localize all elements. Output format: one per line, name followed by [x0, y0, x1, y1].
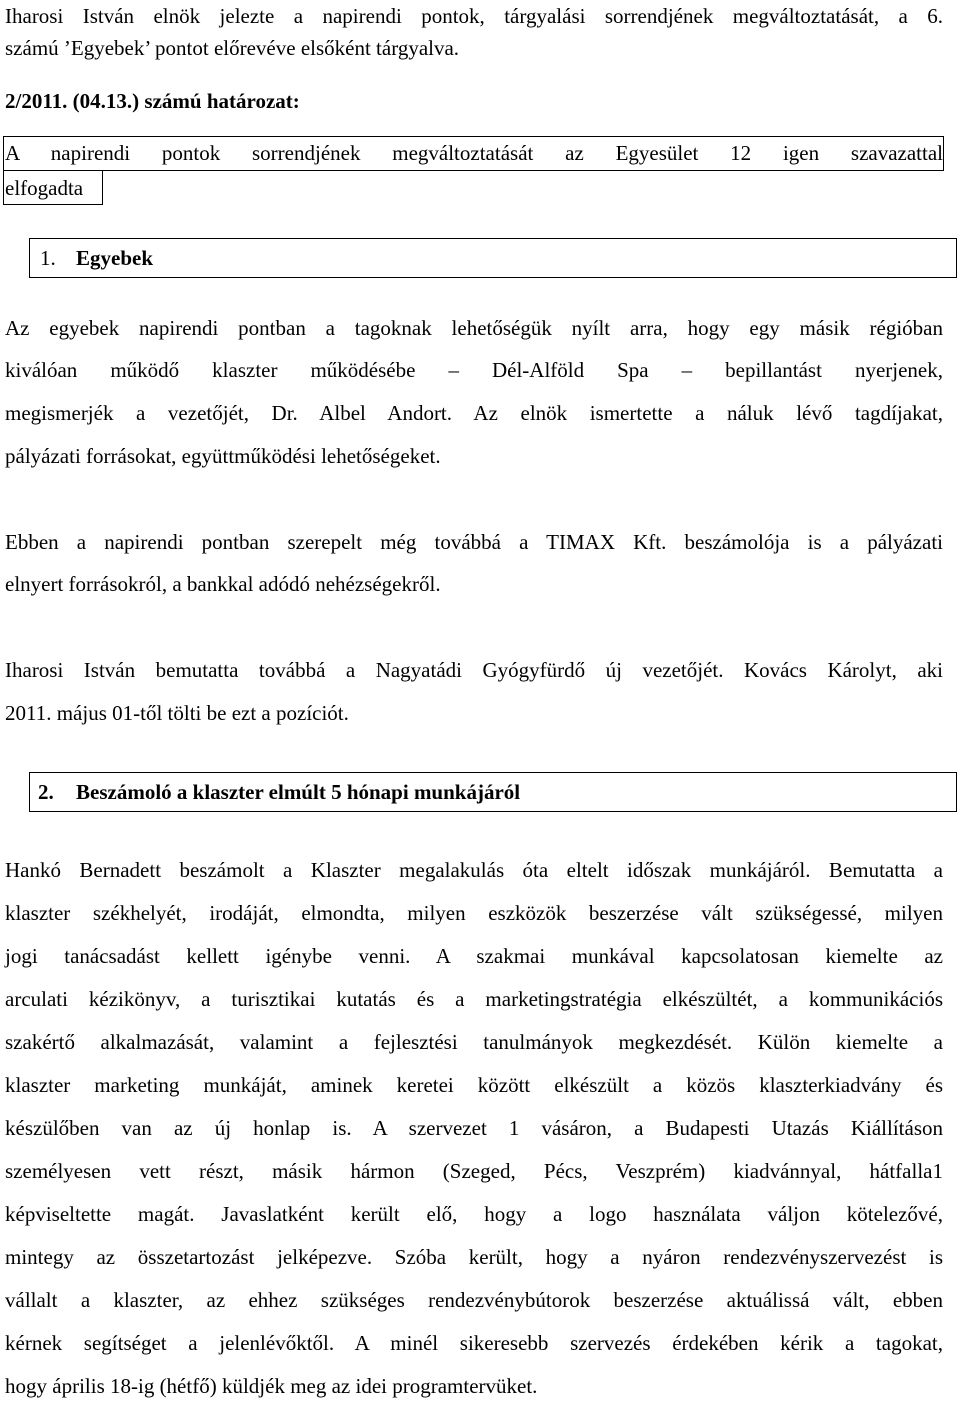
section2-p1-line-12: kérnek segítséget a jelenlévőktől. A minél sikeresebb szervezés érdekében kérik a tagokat,: [5, 1331, 943, 1355]
section2-p1-line-6: klaszter marketing munkáját, aminek keretei között elkészült a közös klaszterkiadvány és: [5, 1073, 943, 1097]
section1-p2-line-1: Ebben a napirendi pontban szerepelt még továbbá a TIMAX Kft. beszámolója is a pályázati: [5, 530, 943, 554]
section2-number: 2.: [38, 780, 54, 804]
section2-p1-line-3: jogi tanácsadást kellett igénybe venni. A szakmai munkával kapcsolatosan kiemelte az: [5, 944, 943, 968]
intro-line-2: számú ’Egyebek’ pontot előrevéve elsőként tárgyalva.: [5, 36, 460, 60]
section2-p1-line-13: hogy április 18-ig (hétfő) küldjék meg az idei programtervüket.: [5, 1374, 538, 1398]
section2-p1-line-7: készülőben van az új honlap is. A szervezet 1 vásáron, a Budapesti Utazás Kiállításon: [5, 1116, 943, 1140]
section2-p1-line-10: mintegy az összetartozást jelképezve. Szóba került, hogy a nyáron rendezvényszervezést is: [5, 1245, 943, 1269]
section2-p1-line-5: szakértő alkalmazását, valamint a fejlesztési tanulmányok megkezdését. Külön kiemelte a: [5, 1030, 943, 1054]
section1-p2-line-2: elnyert forrásokról, a bankkal adódó nehézségekről.: [5, 572, 441, 596]
section1-p3-line-1: Iharosi István bemutatta továbbá a Nagyatádi Gyógyfürdő új vezetőjét. Kovács Károlyt, aki: [5, 658, 943, 682]
section1-p1-line-3: megismerjék a vezetőjét, Dr. Albel Andort. Az elnök ismertette a náluk lévő tagdíjakat,: [5, 401, 943, 425]
section1-heading-box: [29, 238, 957, 278]
section2-title: Beszámoló a klaszter elmúlt 5 hónapi munkájáról: [76, 780, 521, 804]
section1-number: 1.: [40, 246, 56, 270]
intro-line-1: Iharosi István elnök jelezte a napirendi pontok, tárgyalási sorrendjének megváltoztatását, a 6.: [5, 4, 943, 28]
section1-p3-line-2: 2011. május 01-től tölti be ezt a pozíciót.: [5, 701, 349, 725]
section2-p1-line-4: arculati kézikönyv, a turisztikai kutatás és a marketingstratégia elkészültét, a kommunikációs: [5, 987, 943, 1011]
resolution-number: 2/2011. (04.13.) számú határozat:: [5, 89, 300, 113]
section1-p1-line-2: kiválóan működő klaszter működésébe – Dél-Alföld Spa – bepillantást nyerjenek,: [5, 358, 943, 382]
section1-p1-line-1: Az egyebek napirendi pontban a tagoknak lehetőségük nyílt arra, hogy egy másik régióban: [5, 316, 943, 340]
section2-p1-line-2: klaszter székhelyét, irodáját, elmondta, milyen eszközök beszerzése vált szükségessé, milyen: [5, 901, 943, 925]
section1-p1-line-4: pályázati forrásokat, együttműködési lehetőségeket.: [5, 444, 441, 468]
section2-p1-line-1: Hankó Bernadett beszámolt a Klaszter megalakulás óta eltelt időszak munkájáról. Bemutatta a: [5, 858, 943, 882]
section2-p1-line-9: képviseltette magát. Javaslatként került elő, hogy a logo használata váljon kötelezővé,: [5, 1202, 943, 1226]
section1-title: Egyebek: [76, 246, 154, 270]
resolution-text-line-1: A napirendi pontok sorrendjének megváltoztatását az Egyesület 12 igen szavazattal: [5, 141, 943, 165]
resolution-text-line-2: elfogadta: [5, 176, 84, 200]
section2-p1-line-8: személyesen vett részt, másik hármon (Szeged, Pécs, Veszprém) kiadvánnyal, hátfalla1: [5, 1159, 943, 1183]
section2-p1-line-11: vállalt a klaszter, az ehhez szükséges rendezvénybútorok beszerzése aktuálissá vált, ebben: [5, 1288, 943, 1312]
